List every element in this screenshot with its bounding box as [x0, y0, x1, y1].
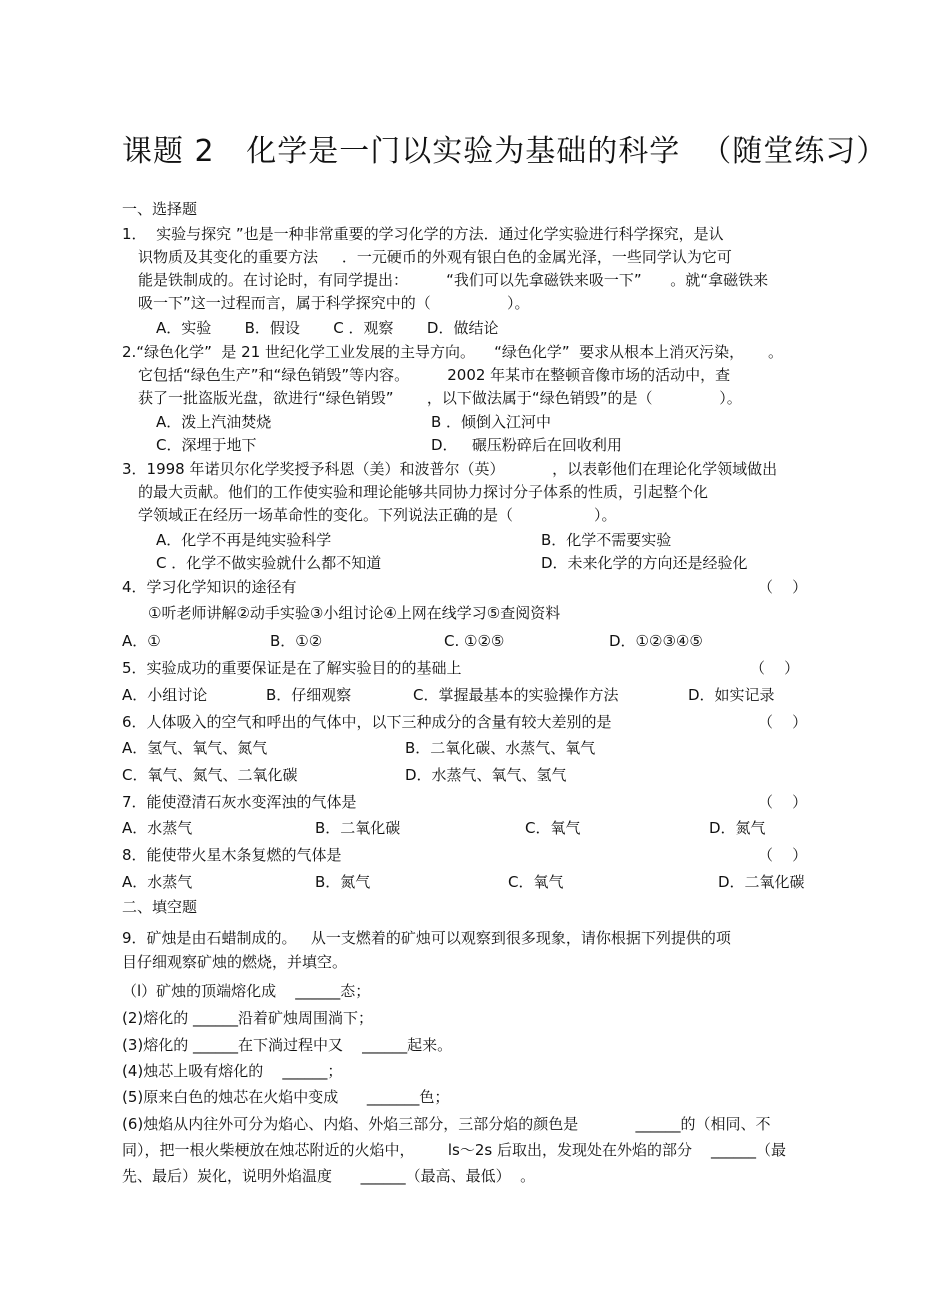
q1-line-1: 1． 实验与探究 ”也是一种非常重要的学习化学的方法．通过化学实验进行科学探究，是认	[122, 225, 724, 243]
q7-option-a: A．水蒸气	[122, 819, 193, 837]
q5-answer-paren: （ ）	[750, 659, 800, 677]
q8-option-d: D．二氧化碳	[718, 873, 805, 891]
q2-option-a: A．泼上汽油焚烧	[156, 413, 272, 431]
q1-line-3: 能是铁制成的。在讨论时，有同学提出： “我们可以先拿磁铁来吸一下” 。就“拿磁铁来	[138, 271, 769, 289]
q2-option-d: D． 碾压粉碎后在回收利用	[431, 436, 622, 454]
q5-stem: 5．实验成功的重要保证是在了解实验目的的基础上	[122, 659, 462, 677]
q1-options: A．实验 B．假设 C ．观察 D．做结论	[156, 319, 499, 337]
q5-option-a: A．小组讨论	[122, 686, 208, 704]
q9-line-1: 9．矿烛是由石蜡制成的。 从一支燃着的矿烛可以观察到很多现象，请你根据下列提供的项	[122, 929, 731, 947]
q4-option-d: D．①②③④⑤	[609, 632, 703, 650]
q3-line-3: 学领域正在经历一场革命性的变化。下列说法正确的是（ ）。	[138, 506, 617, 524]
section-heading-fill: 二、填空题	[122, 898, 198, 916]
q2-line-1: 2.“绿色化学” 是 21 世纪化学工业发展的主导方向。 “绿色化学” 要求从根本上消灭污染， 。	[122, 343, 784, 361]
q2-line-3: 获了一批盗版光盘，欲进行“绿色销毁” ，以下做法属于“绿色销毁”的是（ ）。	[138, 389, 742, 407]
q4-answer-paren: （ ）	[758, 578, 808, 596]
q8-stem: 8．能使带火星木条复燃的气体是	[122, 846, 342, 864]
q7-stem: 7．能使澄清石灰水变浑浊的气体是	[122, 793, 357, 811]
q3-option-d: D．未来化学的方向还是经验化	[541, 554, 748, 572]
q2-line-2: 它包括“绿色生产”和“绿色销毁”等内容。 2002 年某市在整顿音像市场的活动中，查	[138, 366, 731, 384]
q7-option-d: D．氮气	[709, 819, 766, 837]
q6-answer-paren: （ ）	[758, 713, 808, 731]
q9-sub-6-line-1: (6)烛焰从内往外可分为焰心、内焰、外焰三部分，三部分焰的颜色是 ______的（相同、不	[122, 1115, 771, 1133]
q9-sub-4: (4)烛芯上吸有熔化的 ______；	[122, 1062, 343, 1080]
q7-option-c: C．氧气	[525, 819, 581, 837]
q4-option-a: A．①	[122, 632, 161, 650]
q3-option-a: A．化学不再是纯实验科学	[156, 531, 332, 549]
q5-option-d: D．如实记录	[688, 686, 775, 704]
q8-option-b: B．氮气	[315, 873, 371, 891]
q8-answer-paren: （ ）	[758, 846, 808, 864]
q1-line-4: 吸一下”这一过程而言，属于科学探究中的（ ）。	[138, 294, 530, 312]
q9-sub-2: (2)熔化的 ______沿着矿烛周围淌下；	[122, 1009, 374, 1027]
q6-option-c: C．氧气、氮气、二氧化碳	[122, 766, 298, 784]
q3-option-b: B．化学不需要实验	[541, 531, 672, 549]
q9-sub-3: (3)熔化的 ______在下淌过程中又 ______起来。	[122, 1036, 453, 1054]
q2-option-c: C．深埋于地下	[156, 436, 257, 454]
q8-option-c: C．氧气	[508, 873, 564, 891]
q3-option-c: C ．化学不做实验就什么都不知道	[156, 554, 382, 572]
q5-option-c: C．掌握最基本的实验操作方法	[413, 686, 619, 704]
q7-answer-paren: （ ）	[758, 793, 808, 811]
q4-option-b: B．①②	[270, 632, 323, 650]
q2-option-b: B ．倾倒入江河中	[431, 413, 552, 431]
q9-sub-5: (5)原来白色的烛芯在火焰中变成 _______色；	[122, 1088, 450, 1106]
q9-sub-6-line-2: 同），把一根火柴梗放在烛芯附近的火焰中， ls～2s 后取出，发现处在外焰的部分 ______（最	[122, 1141, 787, 1159]
q4-option-c: C. ①②⑤	[444, 632, 505, 650]
section-heading-choice: 一、选择题	[122, 200, 198, 218]
q9-sub-6-line-3: 先、最后）炭化，说明外焰温度 ______（最高、最低） 。	[122, 1167, 536, 1185]
q6-option-a: A．氢气、氧气、氮气	[122, 739, 268, 757]
q6-stem: 6．人体吸入的空气和呼出的气体中，以下三种成分的含量有较大差别的是	[122, 713, 612, 731]
q3-line-1: 3．1998 年诺贝尔化学奖授予科恩（美）和波普尔（英） ，以表彰他们在理论化学领域做出	[122, 460, 778, 478]
q3-line-2: 的最大贡献。他们的工作使实验和理论能够共同协力探讨分子体系的性质，引起整个化	[138, 483, 709, 501]
q5-option-b: B．仔细观察	[266, 686, 352, 704]
q9-sub-1: （l）矿烛的顶端熔化成 ______态；	[122, 982, 371, 1000]
q4-items: ①听老师讲解②动手实验③小组讨论④上网在线学习⑤查阅资料	[148, 604, 561, 622]
q7-option-b: B．二氧化碳	[315, 819, 401, 837]
q6-option-d: D．水蒸气、氧气、氢气	[405, 766, 567, 784]
q6-option-b: B．二氧化碳、水蒸气、氧气	[405, 739, 596, 757]
page-title: 课题 2 化学是一门以实验为基础的科学 （随堂练习）	[122, 134, 888, 169]
q1-line-2: 识物质及其变化的重要方法 ．一元硬币的外观有银白色的金属光泽，一些同学认为它可	[138, 248, 732, 266]
q9-line-2: 目仔细观察矿烛的燃烧，并填空。	[122, 953, 348, 971]
q4-stem: 4．学习化学知识的途径有	[122, 578, 297, 596]
q8-option-a: A．水蒸气	[122, 873, 193, 891]
